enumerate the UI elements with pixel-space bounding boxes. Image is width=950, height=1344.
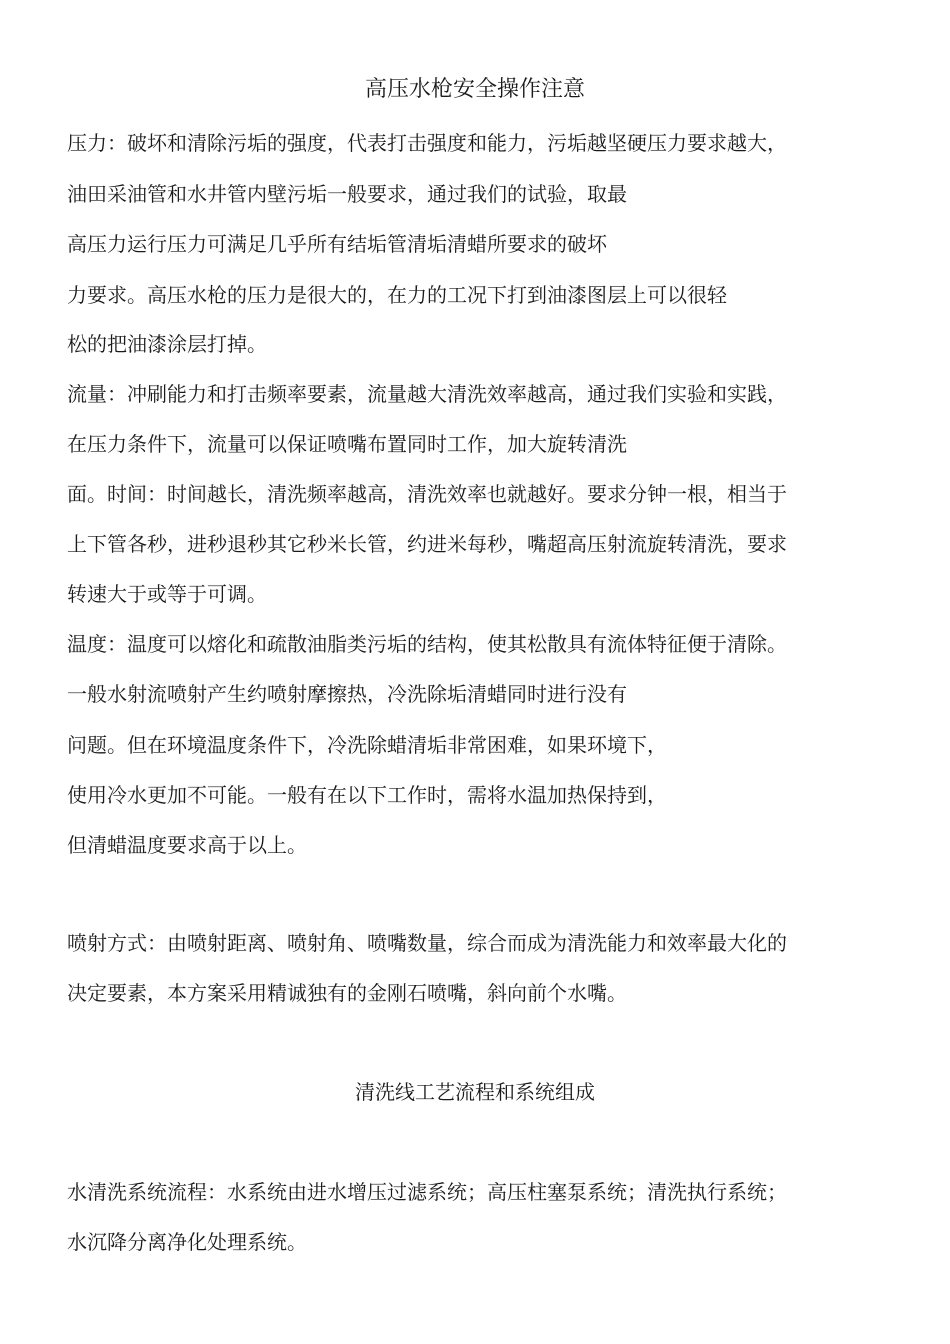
paragraph-process-line-2: 水沉降分离净化处理系统。 [67,1230,307,1254]
paragraph-process-line-1: 水清洗系统流程：水系统由进水增压过滤系统；高压柱塞泵系统；清洗执行系统； [67,1180,787,1204]
paragraph-spray-line-2: 决定要素，本方案采用精诚独有的金刚石喷嘴，斜向前个水嘴。 [67,981,627,1005]
paragraph-pressure-line-5: 松的把油漆涂层打掉。 [67,332,267,356]
section-heading: 清洗线工艺流程和系统组成 [355,1080,595,1104]
paragraph-pressure-line-1: 压力：破坏和清除污垢的强度，代表打击强度和能力，污垢越坚硬压力要求越大， [67,131,787,155]
paragraph-pressure-line-4: 力要求。高压水枪的压力是很大的，在力的工况下打到油漆图层上可以很轻 [67,283,727,307]
document-title: 高压水枪安全操作注意 [364,77,585,102]
paragraph-temperature-line-3: 问题。但在环境温度条件下，冷洗除蜡清垢非常困难，如果环境下， [67,733,667,757]
paragraph-temperature-line-4: 使用冷水更加不可能。一般有在以下工作时，需将水温加热保持到， [67,783,667,807]
paragraph-time-line-1: 面。时间：时间越长，清洗频率越高，清洗效率也就越好。要求分钟一根，相当于 [67,482,787,506]
paragraph-temperature-line-1: 温度：温度可以熔化和疏散油脂类污垢的结构，使其松散具有流体特征便于清除。 [67,632,787,656]
paragraph-spray-line-1: 喷射方式：由喷射距离、喷射角、喷嘴数量，综合而成为清洗能力和效率最大化的 [67,931,787,955]
paragraph-flow-line-1: 流量：冲刷能力和打击频率要素，流量越大清洗效率越高，通过我们实验和实践， [67,382,787,406]
paragraph-pressure-line-2: 油田采油管和水井管内壁污垢一般要求，通过我们的试验，取最 [67,182,627,206]
paragraph-flow-line-2: 在压力条件下，流量可以保证喷嘴布置同时工作，加大旋转清洗 [67,432,627,456]
paragraph-time-line-3: 转速大于或等于可调。 [67,582,267,606]
paragraph-temperature-line-5: 但清蜡温度要求高于以上。 [67,833,307,857]
paragraph-time-line-2: 上下管各秒，进秒退秒其它秒米长管，约进米每秒，嘴超高压射流旋转清洗，要求 [67,532,787,556]
paragraph-pressure-line-3: 高压力运行压力可满足几乎所有结垢管清垢清蜡所要求的破坏 [67,232,607,256]
paragraph-temperature-line-2: 一般水射流喷射产生约喷射摩擦热，冷洗除垢清蜡同时进行没有 [67,682,627,706]
